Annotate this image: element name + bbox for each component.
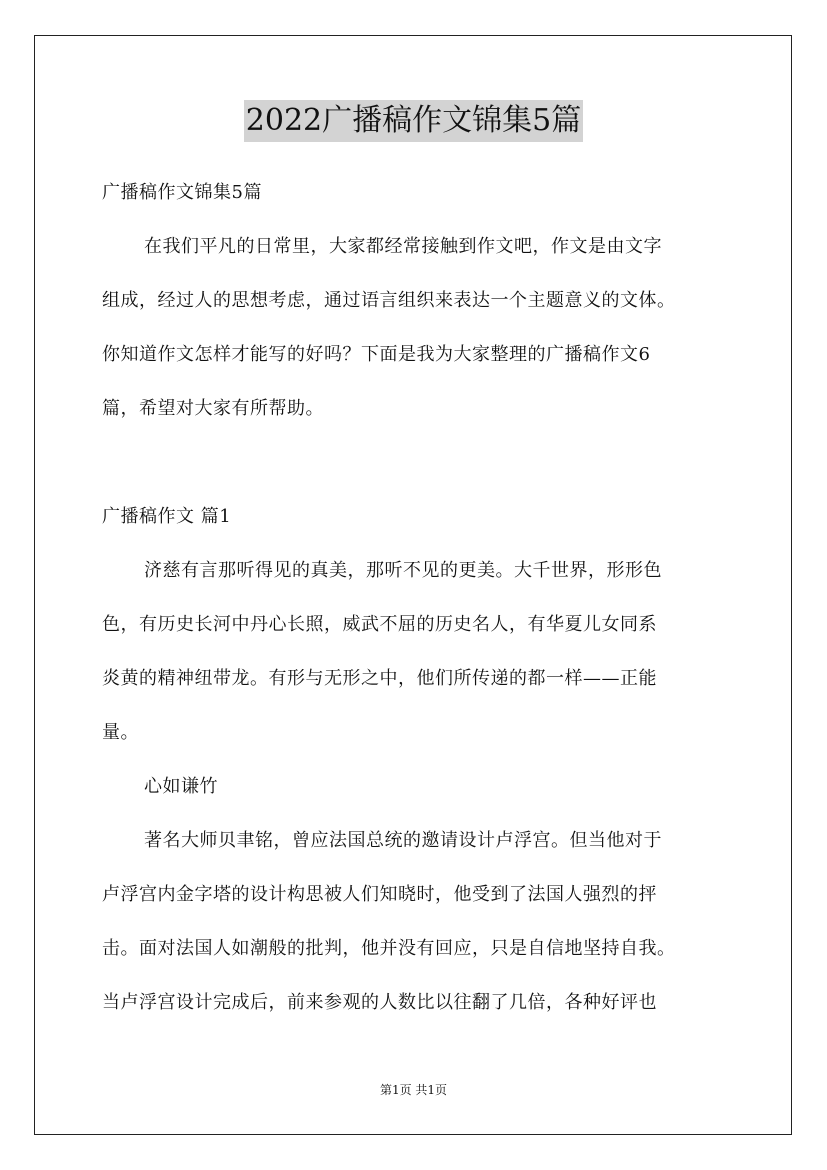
title-container xyxy=(0,100,827,142)
intro-line: 你知道作文怎样才能写的好吗？下面是我为大家整理的广播稿作文6 xyxy=(102,344,651,365)
paragraph-line: 当卢浮宫设计完成后，前来参观的人数比以往翻了几倍，各种好评也 xyxy=(102,992,657,1013)
intro-line: 在我们平凡的日常里，大家都经常接触到作文吧，作文是由文字 xyxy=(144,236,662,257)
paragraph-gap xyxy=(102,436,728,490)
document-body xyxy=(102,166,728,1030)
intro-line: 组成，经过人的思想考虑，通过语言组织来表达一个主题意义的文体。 xyxy=(102,290,676,311)
paragraph-line: 击。面对法国人如潮般的批判，他并没有回应，只是自信地坚持自我。 xyxy=(102,938,676,959)
intro-heading: 广播稿作文锦集5篇 xyxy=(102,182,262,203)
section-subheading: 心如谦竹 xyxy=(144,776,218,797)
paragraph-line: 色，有历史长河中丹心长照，威武不屈的历史名人，有华夏儿女同系 xyxy=(102,614,657,635)
paragraph-line: 济慈有言那听得见的真美，那听不见的更美。大千世界，形形色 xyxy=(144,560,662,581)
page-title: 2022广播稿作文锦集5篇 xyxy=(244,100,583,142)
section-heading: 广播稿作文 篇1 xyxy=(102,506,232,527)
paragraph-line: 卢浮宫内金字塔的设计构思被人们知晓时，他受到了法国人强烈的抨 xyxy=(102,884,657,905)
paragraph-line: 炎黄的精神纽带龙。有形与无形之中，他们所传递的都一样——正能 xyxy=(102,668,657,689)
page-footer: 第1页 共1页 xyxy=(379,1083,448,1097)
paragraph-line: 著名大师贝聿铭，曾应法国总统的邀请设计卢浮宫。但当他对于 xyxy=(144,830,662,851)
intro-line: 篇，希望对大家有所帮助。 xyxy=(102,398,324,419)
paragraph-line: 量。 xyxy=(102,722,139,743)
